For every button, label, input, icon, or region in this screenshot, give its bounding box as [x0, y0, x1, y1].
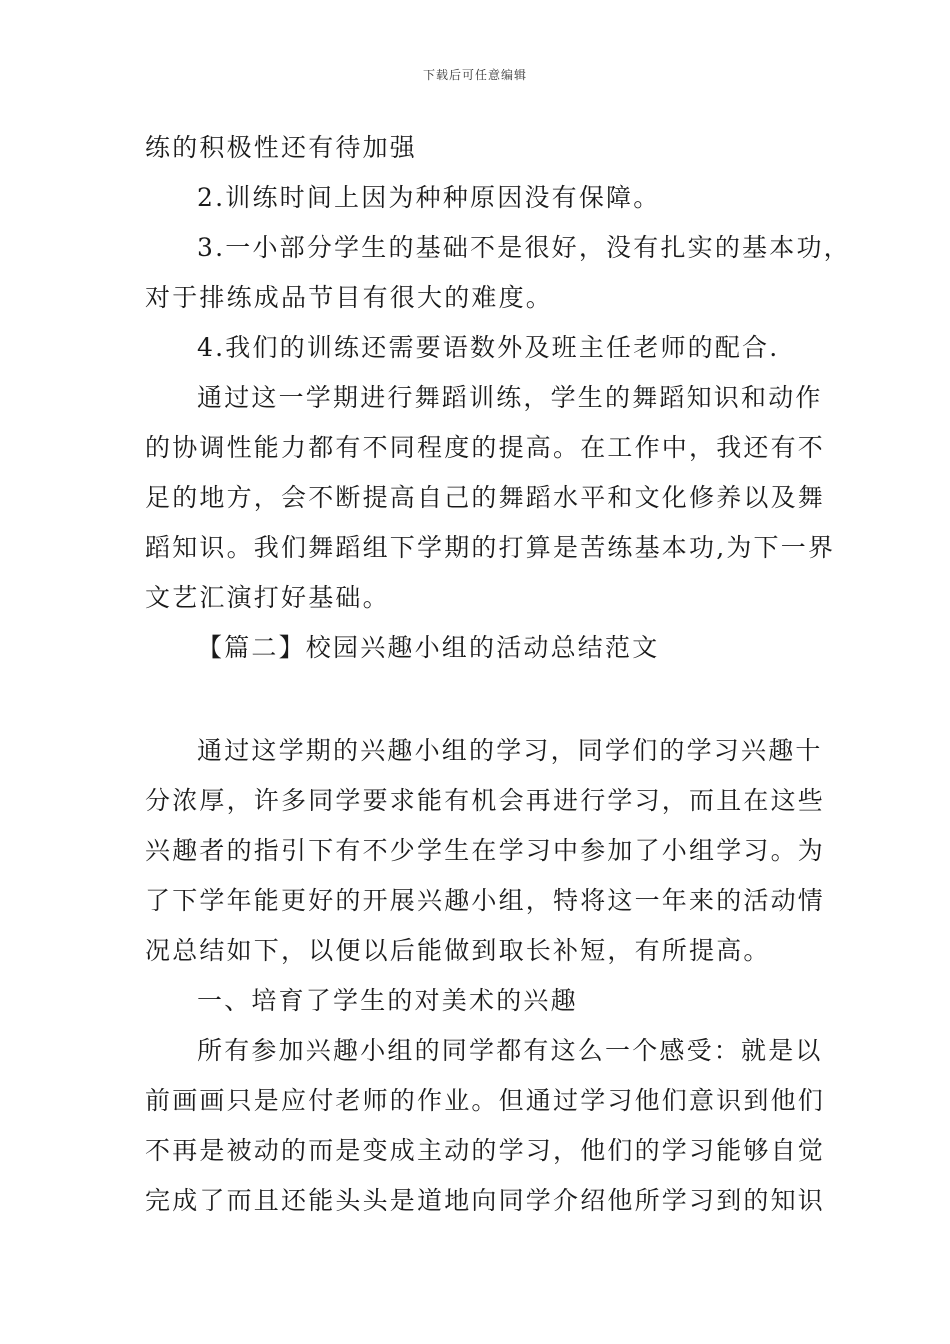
paragraph-line: 通过这学期的兴趣小组的学习，同学们的学习兴趣十 — [197, 736, 823, 765]
paragraph-line: 不再是被动的而是变成主动的学习，他们的学习能够自觉 — [145, 1136, 826, 1165]
paragraph-line: 所有参加兴趣小组的同学都有这么一个感受：就是以 — [197, 1036, 823, 1065]
paragraph-line: 完成了而且还能头头是道地向同学介绍他所学习到的知识 — [145, 1186, 826, 1215]
paragraph-line: 前画画只是应付老师的作业。但通过学习他们意识到他们 — [145, 1086, 826, 1115]
list-item-2: 2.训练时间上因为种种原因没有保障。 — [197, 183, 661, 212]
paragraph-line: 对于排练成品节目有很大的难度。 — [145, 283, 554, 312]
list-item-4: 4.我们的训练还需要语数外及班主任老师的配合. — [197, 333, 780, 362]
paragraph-line: 分浓厚，许多同学要求能有机会再进行学习，而且在这些 — [145, 786, 826, 815]
paragraph-line: 通过这一学期进行舞蹈训练，学生的舞蹈知识和动作 — [197, 383, 823, 412]
page-header-note: 下载后可任意编辑 — [422, 68, 527, 82]
paragraph-line: 况总结如下，以便以后能做到取长补短，有所提高。 — [145, 936, 771, 965]
paragraph-line: 足的地方，会不断提高自己的舞蹈水平和文化修养以及舞 — [145, 483, 826, 512]
paragraph-line: 练的积极性还有待加强 — [145, 133, 418, 162]
section-heading: 【篇二】校园兴趣小组的活动总结范文 — [197, 633, 660, 662]
paragraph-line: 的协调性能力都有不同程度的提高。在工作中，我还有不 — [145, 433, 826, 462]
blank-line — [145, 678, 815, 731]
paragraph-line: 蹈知识。我们舞蹈组下学期的打算是苦练基本功,为下一界 — [145, 533, 836, 562]
paragraph-line: 了下学年能更好的开展兴趣小组，特将这一年来的活动情 — [145, 886, 826, 915]
paragraph-line: 文艺汇演打好基础。 — [145, 583, 390, 612]
document-body — [145, 128, 851, 1231]
paragraph-line: 兴趣者的指引下有不少学生在学习中参加了小组学习。为 — [145, 836, 826, 865]
list-item-3: 3.一小部分学生的基础不是很好，没有扎实的基本功， — [197, 233, 851, 262]
subsection-heading: 一、培育了学生的对美术的兴趣 — [197, 986, 578, 1015]
